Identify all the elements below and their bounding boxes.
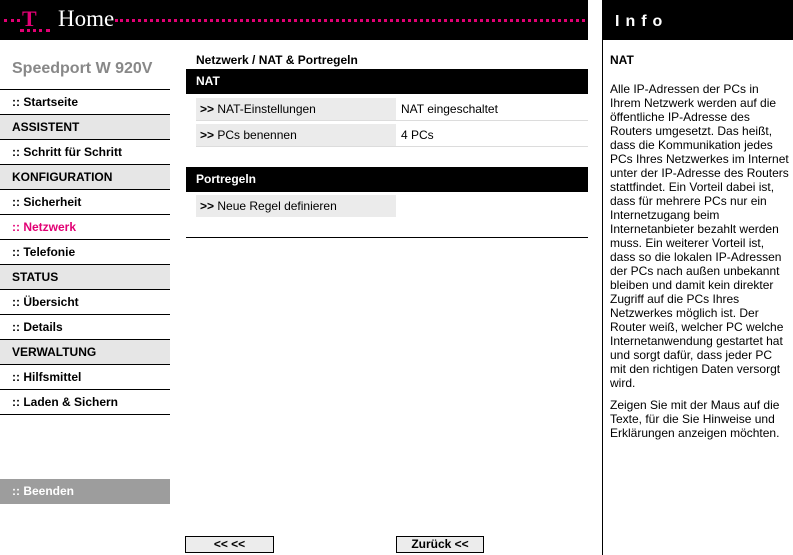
- pc-count-value: 4 PCs: [401, 128, 434, 142]
- product-name: Speedport W 920V: [12, 60, 153, 77]
- info-title: Info: [603, 0, 793, 40]
- sidebar-section-konfiguration: KONFIGURATION: [0, 165, 170, 190]
- sidebar-nav: [0, 89, 170, 415]
- telekom-logo-dots: [20, 29, 50, 35]
- table-row: [196, 195, 588, 217]
- sidebar-section-status: STATUS: [0, 265, 170, 290]
- info-panel: [602, 0, 793, 555]
- row-divider: [196, 146, 588, 147]
- table-row: [196, 124, 588, 146]
- header-dots-left: [4, 19, 20, 25]
- header-title: Home: [58, 6, 115, 31]
- info-paragraph: Alle IP-Adressen der PCs in Ihrem Netzwerk werden auf die öffentliche IP-Adresse des Routers umgesetzt. Das heißt, dass die Kommunikation jedes PCs Ihres Netzwerkes im Internet unter der IP-Adresse des Routers stattfindet. Ein Vorteil dabei ist, dass für mehrere PCs nur ein Internetzugang beim Internetanbieter bezahlt werden muss. Ein weiterer Vorteil ist, dass so die lokalen IP-Adressen der PCs nach außen unbekannt bleiben und damit kein direkter Zugriff auf die PCs Ihres Netzwerkes möglich ist. Der Router weiß, welcher PC welche Internetanwendung gestartet hat und sorgt dafür, dass jeder PC mit den richtigen Daten versorgt wird.: [610, 82, 789, 390]
- new-rule-link[interactable]: [196, 195, 396, 217]
- logout-button[interactable]: :: Beenden: [0, 479, 170, 504]
- header-bar: [0, 0, 588, 40]
- table-row: [196, 98, 588, 120]
- sidebar-item-startseite[interactable]: :: Startseite: [0, 90, 170, 115]
- sidebar-section-assistent: ASSISTENT: [0, 115, 170, 140]
- header-dots-right: [115, 19, 585, 25]
- section-header-nat: NAT: [186, 69, 588, 94]
- info-text: [610, 82, 790, 448]
- nat-settings-link[interactable]: [196, 98, 396, 120]
- row-divider: [196, 120, 588, 121]
- telekom-logo: T: [22, 6, 37, 31]
- sidebar-section-verwaltung: VERWALTUNG: [0, 340, 170, 365]
- info-heading: NAT: [610, 53, 634, 67]
- pcs-benennen-link[interactable]: [196, 124, 396, 146]
- sidebar-item-sicherheit[interactable]: :: Sicherheit: [0, 190, 170, 215]
- breadcrumb: Netzwerk / NAT & Portregeln: [196, 53, 358, 67]
- section-divider: [186, 237, 588, 238]
- sidebar-item-laden-sichern[interactable]: :: Laden & Sichern: [0, 390, 170, 415]
- row-prefix: >>: [200, 199, 215, 213]
- row-label: NAT-Einstellungen: [217, 102, 316, 116]
- section-header-portregeln: Portregeln: [186, 167, 588, 192]
- row-prefix: >>: [200, 128, 215, 142]
- back-button[interactable]: Zurück <<: [396, 536, 484, 553]
- sidebar-item-schritt-fuer-schritt[interactable]: :: Schritt für Schritt: [0, 140, 170, 165]
- info-paragraph: Zeigen Sie mit der Maus auf die Texte, für die Sie Hinweise und Erklärungen anzeigen möchten.: [610, 398, 780, 440]
- row-label: PCs benennen: [217, 128, 297, 142]
- sidebar-item-netzwerk[interactable]: :: Netzwerk: [0, 215, 170, 240]
- nat-status-value: NAT eingeschaltet: [401, 102, 498, 116]
- row-prefix: >>: [200, 102, 215, 116]
- sidebar-item-telefonie[interactable]: :: Telefonie: [0, 240, 170, 265]
- sidebar-item-details[interactable]: :: Details: [0, 315, 170, 340]
- row-label: Neue Regel definieren: [217, 199, 337, 213]
- prev-button[interactable]: << <<: [185, 536, 274, 553]
- sidebar-item-uebersicht[interactable]: :: Übersicht: [0, 290, 170, 315]
- sidebar-item-hilfsmittel[interactable]: :: Hilfsmittel: [0, 365, 170, 390]
